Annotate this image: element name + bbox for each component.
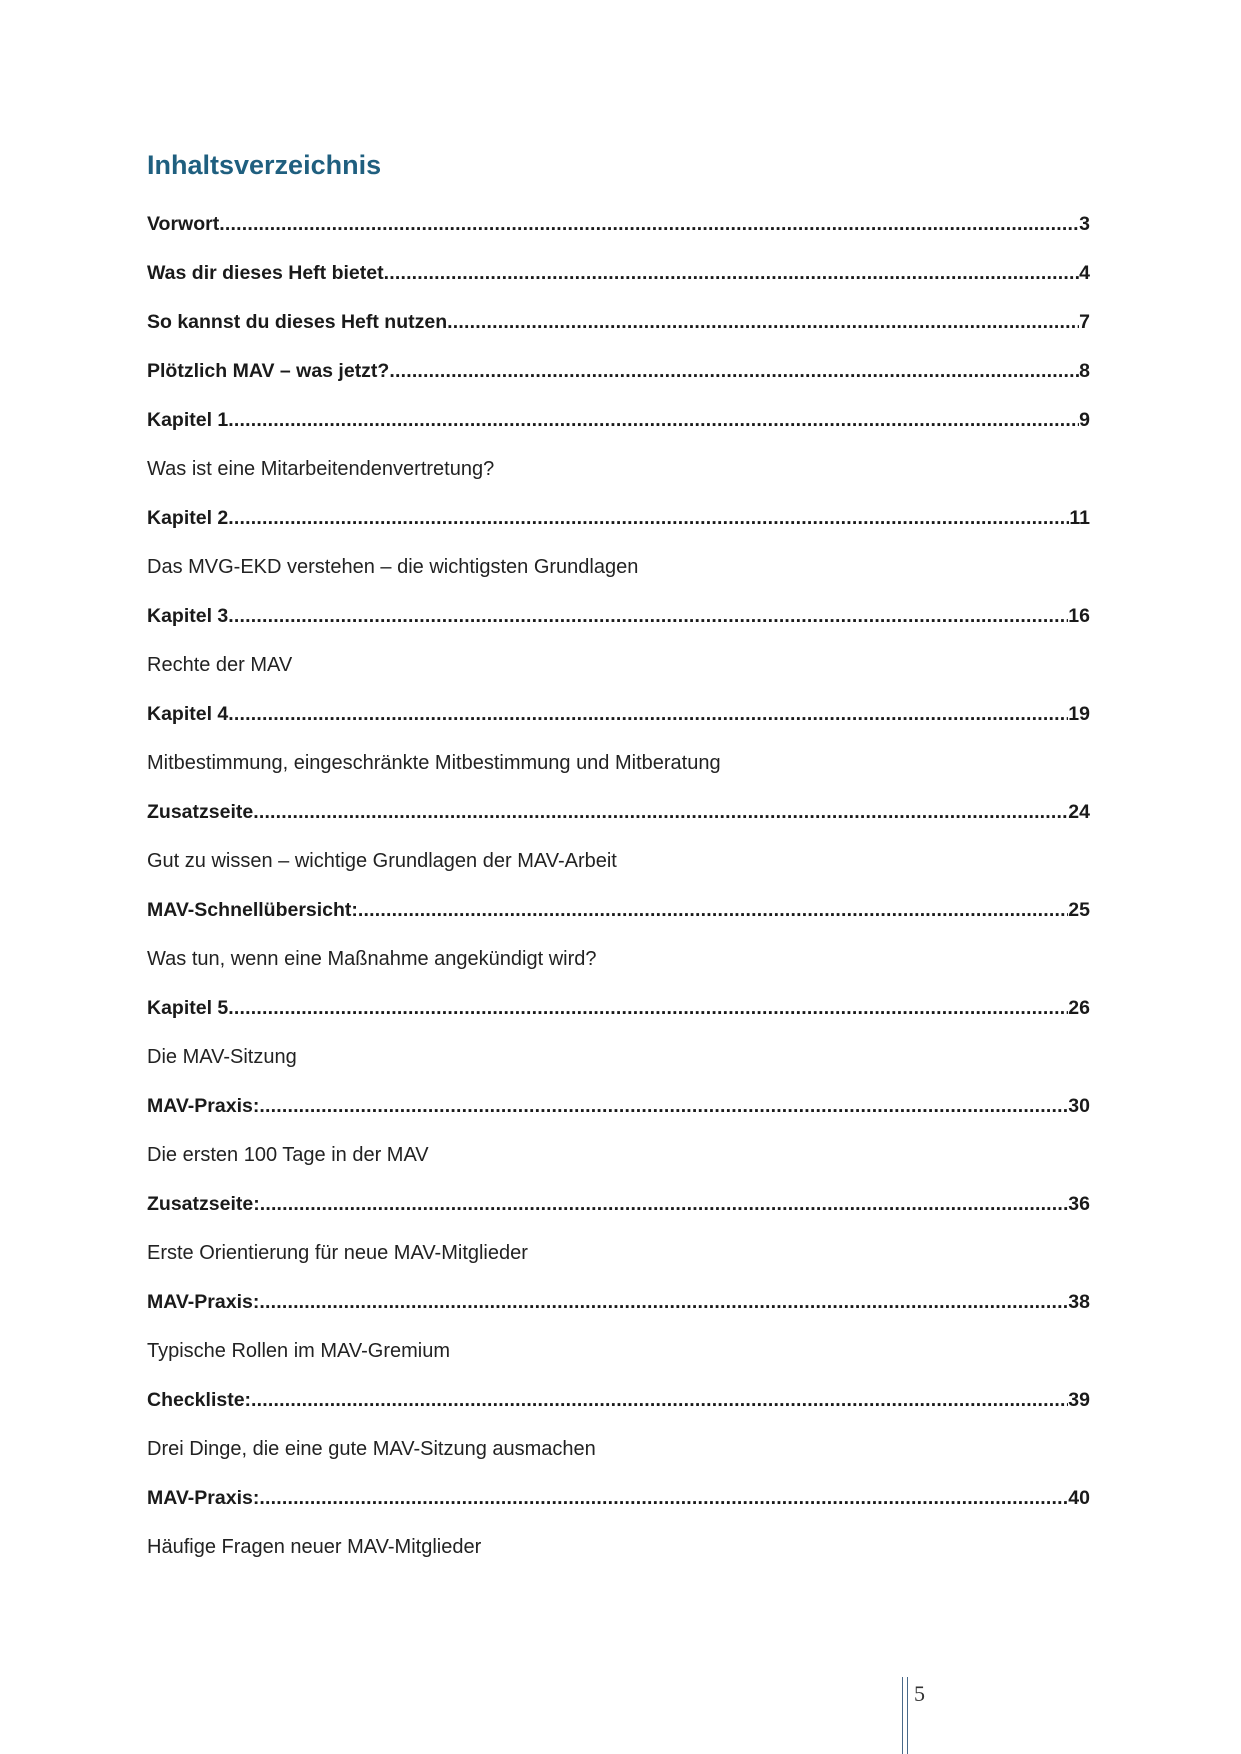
toc-entry[interactable] bbox=[147, 788, 1090, 837]
toc-entry[interactable] bbox=[147, 886, 1090, 935]
toc-subtitle[interactable]: Die MAV-Sitzung bbox=[147, 1046, 297, 1068]
toc-dot-leader bbox=[228, 703, 1068, 726]
toc-subtitle[interactable]: Drei Dinge, die eine gute MAV-Sitzung ausmachen bbox=[147, 1438, 596, 1460]
toc-entry[interactable] bbox=[147, 249, 1090, 298]
toc-entry[interactable] bbox=[147, 592, 1090, 641]
toc-dot-leader bbox=[219, 213, 1079, 236]
toc-subtitle[interactable]: Das MVG-EKD verstehen – die wichtigsten Grundlagen bbox=[147, 556, 639, 578]
toc-subtitle[interactable]: Gut zu wissen – wichtige Grundlagen der MAV-Arbeit bbox=[147, 850, 617, 872]
toc-entry-label: Kapitel 3 bbox=[147, 605, 229, 627]
toc-dot-leader bbox=[228, 997, 1068, 1020]
toc-entry[interactable] bbox=[147, 298, 1090, 347]
toc-entry-label: MAV-Praxis: bbox=[147, 1291, 260, 1313]
toc-entry-page: 7 bbox=[1079, 311, 1090, 333]
toc-dot-leader bbox=[389, 360, 1079, 383]
toc-entry[interactable] bbox=[147, 984, 1090, 1033]
toc-entry-label: Zusatzseite bbox=[147, 801, 254, 823]
toc-entry-page: 39 bbox=[1068, 1389, 1090, 1411]
toc-dot-leader bbox=[228, 605, 1068, 628]
toc-entry-label: Kapitel 1 bbox=[147, 409, 229, 431]
toc-entry[interactable] bbox=[147, 396, 1090, 445]
toc-subtitle[interactable]: Was ist eine Mitarbeitendenvertretung? bbox=[147, 458, 495, 480]
toc-entry-page: 36 bbox=[1068, 1193, 1090, 1215]
toc-entry[interactable] bbox=[147, 1082, 1090, 1131]
toc-entry[interactable] bbox=[147, 347, 1090, 396]
toc-dot-leader bbox=[259, 1291, 1068, 1314]
toc-subtitle[interactable]: Mitbestimmung, eingeschränkte Mitbestimmung und Mitberatung bbox=[147, 752, 721, 774]
toc-subtitle[interactable]: Was tun, wenn eine Maßnahme angekündigt wird? bbox=[147, 948, 597, 970]
toc-list bbox=[147, 200, 1090, 1572]
toc-dot-leader bbox=[259, 1487, 1068, 1510]
toc-entry-page: 30 bbox=[1068, 1095, 1090, 1117]
toc-entry[interactable] bbox=[147, 494, 1090, 543]
toc-subtitle[interactable]: Rechte der MAV bbox=[147, 654, 293, 676]
toc-entry-page: 11 bbox=[1069, 507, 1090, 529]
toc-entry[interactable] bbox=[147, 1278, 1090, 1327]
toc-entry[interactable] bbox=[147, 1376, 1090, 1425]
toc-entry-label: MAV-Praxis: bbox=[147, 1095, 260, 1117]
toc-entry[interactable] bbox=[147, 200, 1090, 249]
toc-entry-label: Vorwort bbox=[147, 213, 220, 235]
toc-entry-page: 25 bbox=[1068, 899, 1090, 921]
footer-divider bbox=[902, 1677, 908, 1754]
toc-entry-label: So kannst du dieses Heft nutzen bbox=[147, 311, 448, 333]
toc-subtitle[interactable]: Erste Orientierung für neue MAV-Mitglieder bbox=[147, 1242, 528, 1264]
toc-dot-leader bbox=[228, 507, 1069, 530]
toc-entry-label: Checkliste: bbox=[147, 1389, 252, 1411]
toc-dot-leader bbox=[358, 899, 1068, 922]
toc-entry-page: 8 bbox=[1079, 360, 1090, 382]
toc-entry-page: 16 bbox=[1068, 605, 1090, 627]
toc-entry-page: 38 bbox=[1068, 1291, 1090, 1313]
toc-dot-leader bbox=[259, 1095, 1068, 1118]
toc-entry[interactable] bbox=[147, 1474, 1090, 1523]
toc-entry-label: Kapitel 4 bbox=[147, 703, 229, 725]
toc-entry-label: MAV-Praxis: bbox=[147, 1487, 260, 1509]
toc-title: Inhaltsverzeichnis bbox=[147, 150, 382, 180]
toc-dot-leader bbox=[228, 409, 1079, 432]
page-number: 5 bbox=[914, 1681, 925, 1706]
toc-entry-page: 3 bbox=[1079, 213, 1090, 235]
toc-entry-page: 40 bbox=[1068, 1487, 1090, 1509]
toc-entry-label: Plötzlich MAV – was jetzt? bbox=[147, 360, 390, 382]
toc-dot-leader bbox=[384, 262, 1080, 285]
toc-entry-label: Kapitel 2 bbox=[147, 507, 229, 529]
toc-entry-label: MAV-Schnellübersicht: bbox=[147, 899, 358, 921]
toc-entry-label: Was dir dieses Heft bietet bbox=[147, 262, 384, 284]
toc-subtitle[interactable]: Die ersten 100 Tage in der MAV bbox=[147, 1144, 429, 1166]
toc-entry-label: Zusatzseite: bbox=[147, 1193, 260, 1215]
toc-entry-page: 19 bbox=[1068, 703, 1090, 725]
toc-subtitle[interactable]: Typische Rollen im MAV-Gremium bbox=[147, 1340, 451, 1362]
toc-entry-label: Kapitel 5 bbox=[147, 997, 229, 1019]
toc-dot-leader bbox=[447, 311, 1079, 334]
toc-entry[interactable] bbox=[147, 690, 1090, 739]
toc-entry-page: 24 bbox=[1068, 801, 1090, 823]
toc-entry[interactable] bbox=[147, 1180, 1090, 1229]
toc-entry-page: 26 bbox=[1068, 997, 1090, 1019]
toc-entry-page: 4 bbox=[1079, 262, 1090, 284]
toc-dot-leader bbox=[251, 1389, 1068, 1412]
toc-dot-leader bbox=[253, 801, 1068, 824]
toc-entry-page: 9 bbox=[1079, 409, 1090, 431]
toc-subtitle[interactable]: Häufige Fragen neuer MAV-Mitglieder bbox=[147, 1536, 482, 1558]
toc-dot-leader bbox=[260, 1193, 1069, 1216]
